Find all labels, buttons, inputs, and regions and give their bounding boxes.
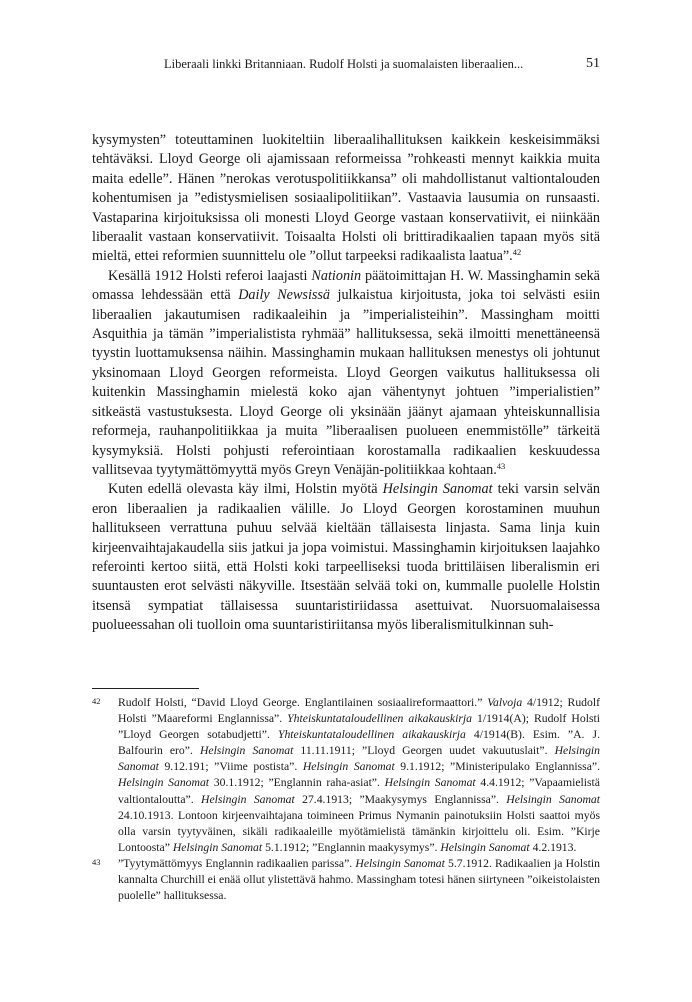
- footnote-ref-43[interactable]: 43: [496, 460, 506, 471]
- footnote-source-title: Helsingin Sanomat: [302, 760, 395, 774]
- footnote-text: 1/1914(A); Rudolf Holsti ”Lloyd Georgen sotabudjetti”.: [118, 712, 600, 742]
- footnote-source-title: Helsingin Sanomat: [355, 856, 445, 870]
- paragraph-2: [92, 267, 600, 480]
- footnote-source-title: Helsingin Sanomat: [118, 744, 601, 774]
- footnote-source-title: Yhteiskuntataloudellinen aikakauskirja: [277, 728, 466, 742]
- footnote-text: 30.1.1912; ”Englannin raha-asiat”.: [209, 776, 385, 790]
- footnote-text: 9.12.191; ”Viime postista”.: [158, 760, 303, 774]
- footnote-text: Rudolf Holsti, “David Lloyd George. Englantilainen sosiaalireformaattori.”: [118, 696, 488, 709]
- footnote-source-title: Helsingin Sanomat: [506, 792, 601, 806]
- footnote-ref-42[interactable]: 42: [512, 247, 522, 258]
- paragraph-3: [92, 480, 600, 635]
- footnote-text: 24.10.1913. Lontoon kirjeenvaihtajana toimineen Primus Nymanin painotuksiin Holsti saattoi myös olla varsin tyytyväinen, sikäli radikaaleille myötämielistä tämänkin kirjoittelu oli. Esim. ”Kirje Lontoosta”: [118, 808, 600, 854]
- footnote-text: 4/1912; Rudolf Holsti ”Maareformi Englannissa”.: [118, 696, 600, 726]
- footnote-text: ”Tyytymättömyys Englannin radikaalien parissa”.: [118, 856, 356, 870]
- footnotes: [92, 695, 600, 904]
- footnote-text: 11.11.1911; ”Lloyd Georgen uudet vakuutuslait”.: [293, 744, 555, 758]
- paragraph-1: [92, 131, 600, 267]
- footnote-text: 4.2.1913.: [529, 840, 577, 854]
- paragraph-2-title-nation: Nationin: [311, 267, 362, 284]
- paragraph-2-text-a: Kesällä 1912 Holsti referoi laajasti: [108, 267, 312, 284]
- footnote-number: 42: [92, 696, 101, 706]
- footnote-source-title: Helsingin Sanomat: [172, 840, 263, 854]
- paragraph-2-title-daily-news: Daily Newsissä: [238, 287, 331, 304]
- footnote-source-title: Helsingin Sanomat: [118, 776, 210, 790]
- body-text: [92, 131, 600, 636]
- paragraph-2-text-c: päätoimittajan H. W. Massinghamin sekä omassa lehdessään että: [92, 267, 600, 304]
- footnote-divider: [92, 688, 199, 689]
- footnote-source-title: Yhteiskuntataloudellinen aikakauskirja: [287, 712, 473, 726]
- footnote-text: 4.4.1912; ”Vapaamielistä valtiontaloutta”.: [118, 776, 600, 806]
- footnote-42: [92, 695, 600, 856]
- footnote-number: 43: [92, 856, 101, 867]
- footnote-source-title: Helsingin Sanomat: [440, 840, 530, 854]
- paragraph-3-text-c: teki varsin selvän eron liberaalien ja radikaalien välille. Jo Lloyd Georgen korostaminen muuhun hallitukseen verrattuna puhuu selvää kieltään tällaisesta linjasta. Sama linja kuin kirjeenvaihtajakaudella siis jatkui ja jopa voimistui. Massinghamin kirjoituksen laajahko referointi kertoo siitä, että Holsti koki tarpeelliseksi tuoda brittiläisen liberalismin eri suuntausten erot selvästi näkyville. Itsestään selvää toki on, kummalle puolelle Holstin itsensä sympatiat tällaisessa suuntaristiriidassa asettuivat. Nuorsuomalaisessa puolueessahan oli tuolloin oma suuntaristiriitansa myös liberalismitulkinnan suh-: [92, 481, 600, 634]
- paragraph-3-title-hs: Helsingin Sanomat: [382, 481, 493, 498]
- footnote-text: 27.4.1913; ”Maakysymys Englannissa”.: [294, 792, 507, 806]
- footnote-text: 4/1914(B). Esim. ”A. J. Balfourin ero”.: [118, 728, 600, 758]
- paragraph-3-text-a: Kuten edellä olevasta käy ilmi, Holstin myötä: [108, 481, 383, 498]
- page-number: 51: [586, 56, 600, 71]
- footnote-text: 9.1.1912; ”Ministeripulako Englannissa”.: [394, 760, 600, 774]
- footnote-source-title: Helsingin Sanomat: [384, 776, 476, 790]
- footnote-text: 5.1.1912; ”Englannin maakysymys”.: [262, 840, 441, 854]
- paragraph-1-text: kysymysten” toteuttaminen luokiteltiin liberaalihallituksen kaikkein keskeisimmäksi tehtäväksi. Lloyd George oli ajamissaan reformeissa ”rohkeasti mennyt kaikkia muita maita edelle”. Hänen ”nerokas verotuspolitiikkansa” oli mahdollistanut valtiontalouden kohentumisen ja ”edistysmielisen sosiaalipolitiikan”. Vastaavia lausumia on runsaasti. Vastaparina kirjoituksissa oli monesti Lloyd George vastaan konservatiivit, ei niinkään liberaalit vastaan konservatiivit. Toisaalta Holsti oli brittiradikaalien tapaan myös sitä mieltä, ettei reformien suunnittelu ole ”ollut tarpeeksi radikaalista laatua”.: [92, 132, 600, 265]
- footnote-source-title: Valvoja: [487, 696, 523, 709]
- paragraph-2-text-e: julkaistua kirjoitusta, joka toi selvästi esiin liberaalien jakautumisen radikaaleihin ja ”imperialisteihin”. Massingham moitti Asquithia ja tämän ”imperialistista ryhmää” hallituksessa, sekä ilmoitti menettäneensä tyystin luottamuksensa näihin. Massinghamin mukaan hallituksen menestys oli johtunut yksinomaan Lloyd Georgen reformeista. Lloyd Georgen vaikutus hallituksessa oli kuitenkin Massinghamin mielestä koko ajan vähentynyt johtuen ”imperialistien” sitkeästä vastustuksesta. Lloyd George oli yksinään jäänyt ajamaan yhteiskunnallisia reformeja, rauhanpolitiikkaa ja muita ”liberaalisen puolueen enemmistölle” tärkeitä kysymyksiä. Holsti pohjusti referointiaan korostamalla radikaalien keskuudessa vallitsevaa tyytymättömyyttä myös Greyn Venäjän-politiikkaa kohtaan.: [92, 287, 601, 478]
- footnote-43: [92, 856, 600, 904]
- footnote-source-title: Helsingin Sanomat: [199, 744, 294, 758]
- running-head-title: Liberaali linkki Britanniaan. Rudolf Holsti ja suomalaisten liberaalien...: [164, 57, 524, 71]
- running-head: [92, 55, 600, 73]
- footnote-text: 5.7.1912. Radikaalien ja Holstin kannalta Churchill ei enää ollut ylistettävä hahmo. Massingham totesi hänen siirtyneen ”oikeistolaisten puolelle” hallituksessa.: [118, 856, 601, 903]
- footnote-source-title: Helsingin Sanomat: [201, 792, 295, 806]
